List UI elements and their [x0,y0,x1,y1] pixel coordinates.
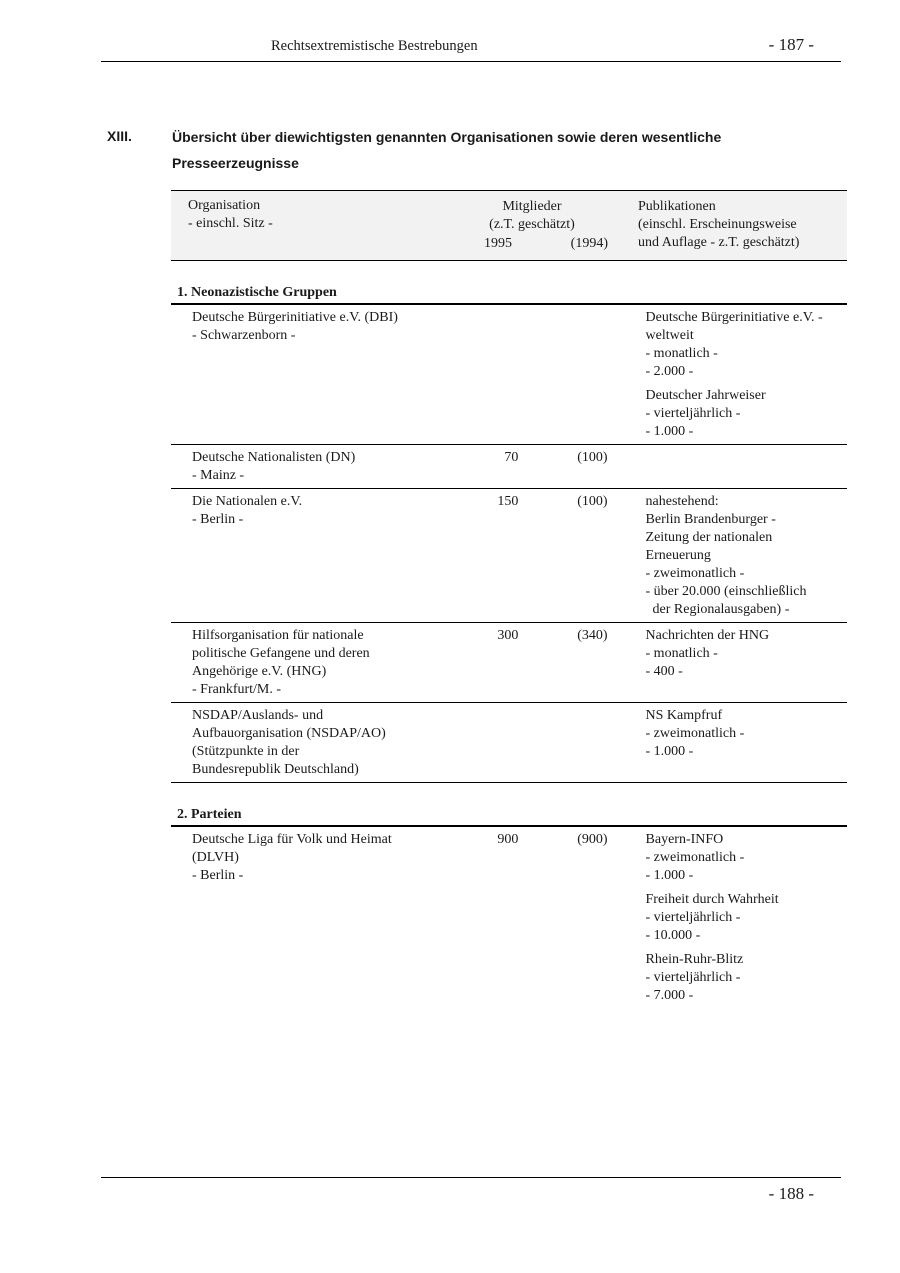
running-header-title: Rechtsextremistische Bestrebungen [271,38,478,54]
organisation-line: Deutsche Nationalisten (DN) [192,450,356,465]
organisation-line: Deutsche Bürgerinitiative e.V. (DBI) [192,310,398,325]
header-line: - einschl. Sitz - [188,216,273,231]
organisation-line: - Berlin - [192,868,244,883]
table-row [171,623,847,703]
organisation-line: - Mainz - [192,468,245,483]
organisation-line: - Schwarzenborn - [192,328,296,343]
organisation-line: Hilfsorganisation für nationale [192,628,364,643]
header-line: Mitglieder [502,199,562,214]
header-line: Organisation [188,198,261,213]
organisation-line: Deutsche Liga für Volk und Heimat [192,832,392,847]
members-1995-cell: 70 [504,450,519,465]
publication-line: - vierteljährlich - [645,910,741,925]
members-1994-cell [518,707,607,779]
publication-line: weltweit [645,328,694,343]
organisation-table [171,190,847,1008]
header-line: (z.T. geschätzt) [489,217,575,232]
publication-line: - monatlich - [645,346,718,361]
table-row [171,703,847,783]
group-heading [171,261,847,305]
table-row [171,827,847,1008]
publication-line: - monatlich - [645,646,718,661]
organisation-line: (DLVH) [192,850,239,865]
publication-line: nahestehend: [645,494,719,509]
publication-line: NS Kampfruf [645,708,723,723]
table-row [171,489,847,623]
column-header-organisation [188,197,273,233]
members-1994-cell: (900) [577,832,608,847]
organisation-line: NSDAP/Auslands- und [192,708,324,723]
members-1994-cell [518,309,607,441]
publication-line: Nachrichten der HNG [645,628,770,643]
header-line: (einschl. Erscheinungsweise [638,217,797,232]
publication-line: - 1.000 - [645,744,694,759]
publications-cell [608,627,847,699]
organisation-cell [171,493,463,619]
members-1995-cell: 900 [497,832,519,847]
page-number-bottom: - 188 - [768,1184,814,1203]
header-line: Publikationen [638,199,716,214]
table-row [171,445,847,489]
publication-line: Erneuerung [645,548,711,563]
page-number-top: - 187 - [768,35,814,54]
organisation-cell [171,627,463,699]
group-title: 2. Parteien [177,807,242,822]
publication-entry [646,707,847,761]
publications-cell [608,493,847,619]
publication-line: Bayern-INFO [645,832,724,847]
column-header-members [474,198,590,234]
publication-line: - 7.000 - [645,988,694,1003]
publications-cell [608,707,847,779]
running-footer [101,1177,841,1203]
publication-line: - zweimonatlich - [645,850,745,865]
publication-entry [646,387,847,441]
section-title: Übersicht über diewichtigsten genannten Organisationen sowie deren wesentliche Presseerzeugnisse [172,129,722,171]
publication-entry [646,831,847,885]
organisation-cell [171,831,463,1005]
organisation-line: (Stützpunkte in der [192,744,300,759]
members-1995-cell [463,707,518,779]
group-title: 1. Neonazistische Gruppen [177,285,337,300]
publication-line: - zweimonatlich - [645,726,745,741]
members-1994-cell: (100) [577,494,608,509]
members-1995-cell [463,309,518,441]
publication-line: - vierteljährlich - [645,406,741,421]
publications-cell [608,449,847,485]
publication-line: - vierteljährlich - [645,970,741,985]
publication-entry [646,493,847,619]
organisation-line: politische Gefangene und deren [192,646,370,661]
publication-line: Deutsche Bürgerinitiative e.V. - [645,310,823,325]
organisation-line: - Frankfurt/M. - [192,682,282,697]
year-previous: (1994) [570,236,608,251]
publications-cell [608,309,847,441]
organisation-line: Die Nationalen e.V. [192,494,303,509]
publication-line: - 2.000 - [645,364,694,379]
publication-line: Berlin Brandenburger - [645,512,776,527]
publications-cell [608,831,847,1005]
header-line: und Auflage - z.T. geschätzt) [638,235,800,250]
publication-entry [646,891,847,945]
publication-entry [646,951,847,1005]
column-header-publications [638,198,799,252]
publication-line: - über 20.000 (einschließlich [645,584,807,599]
members-1994-cell: (340) [577,628,608,643]
publication-entry [646,309,847,381]
organisation-line: Aufbauorganisation (NSDAP/AO) [192,726,386,741]
running-header [101,34,841,62]
publication-entry [646,627,847,681]
organisation-cell [171,309,463,441]
publication-line: Zeitung der nationalen [645,530,773,545]
table-body [171,261,847,1008]
year-current: 1995 [484,236,512,251]
publication-line: - 10.000 - [645,928,701,943]
organisation-cell [171,707,463,779]
publication-line: - 400 - [645,664,683,679]
members-1994-cell: (100) [577,450,608,465]
publication-line: - 1.000 - [645,868,694,883]
table-header [171,190,847,261]
group-heading [171,783,847,827]
organisation-line: - Berlin - [192,512,244,527]
table-row [171,305,847,445]
members-1995-cell: 300 [497,628,519,643]
publication-line: Freiheit durch Wahrheit [645,892,779,907]
organisation-cell [171,449,463,485]
publication-line: der Regionalausgaben) - [645,602,790,617]
members-1995-cell: 150 [497,494,519,509]
publication-line: Deutscher Jahrweiser [645,388,766,403]
section-number: XIII. [107,128,132,144]
publication-line: Rhein-Ruhr-Blitz [645,952,744,967]
organisation-line: Angehörige e.V. (HNG) [192,664,327,679]
publication-line: - 1.000 - [645,424,694,439]
organisation-line: Bundesrepublik Deutschland) [192,762,359,777]
publication-line: - zweimonatlich - [645,566,745,581]
